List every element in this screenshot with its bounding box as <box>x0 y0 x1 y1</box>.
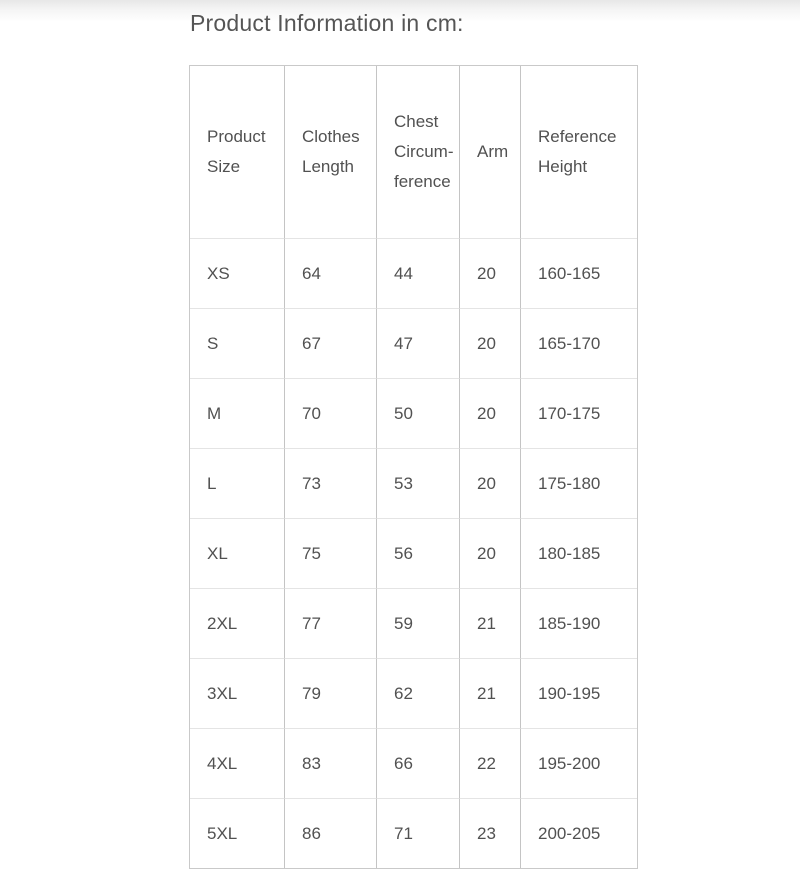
cell-arm: 20 <box>459 378 520 448</box>
page-title: Product Information in cm: <box>190 10 464 36</box>
cell-height: 185-190 <box>520 588 637 658</box>
cell-arm: 20 <box>459 308 520 378</box>
cell-chest: 50 <box>376 378 459 448</box>
cell-chest: 59 <box>376 588 459 658</box>
header-row <box>190 66 637 238</box>
cell-arm: 23 <box>459 798 520 868</box>
cell-height: 165-170 <box>520 308 637 378</box>
cell-size: XL <box>190 518 284 588</box>
table-row-l <box>190 448 637 518</box>
cell-chest: 44 <box>376 238 459 308</box>
cell-length: 73 <box>284 448 376 518</box>
header-chest-circumference: Chest Circum-ference <box>376 66 459 238</box>
cell-height: 160-165 <box>520 238 637 308</box>
cell-length: 77 <box>284 588 376 658</box>
cell-length: 70 <box>284 378 376 448</box>
header-reference-height: Reference Height <box>520 66 637 238</box>
header-product-size: Product Size <box>207 127 266 176</box>
table-row-s <box>190 308 637 378</box>
size-chart-table <box>189 65 638 869</box>
cell-arm: 21 <box>459 658 520 728</box>
cell-size: 2XL <box>190 588 284 658</box>
table-header <box>190 66 637 238</box>
cell-chest: 56 <box>376 518 459 588</box>
cell-height: 180-185 <box>520 518 637 588</box>
cell-chest: 62 <box>376 658 459 728</box>
table-row-2xl <box>190 588 637 658</box>
cell-arm: 21 <box>459 588 520 658</box>
cell-arm: 20 <box>459 448 520 518</box>
cell-height: 200-205 <box>520 798 637 868</box>
cell-length: 83 <box>284 728 376 798</box>
cell-chest: 53 <box>376 448 459 518</box>
cell-chest: 71 <box>376 798 459 868</box>
table-row-xl <box>190 518 637 588</box>
cell-height: 190-195 <box>520 658 637 728</box>
table-row-m <box>190 378 637 448</box>
cell-size: 5XL <box>190 798 284 868</box>
cell-arm: 22 <box>459 728 520 798</box>
cell-length: 64 <box>284 238 376 308</box>
cell-arm: 20 <box>459 238 520 308</box>
table-row-3xl <box>190 658 637 728</box>
table-body <box>190 238 637 868</box>
cell-arm: 20 <box>459 518 520 588</box>
cell-chest: 47 <box>376 308 459 378</box>
cell-length: 86 <box>284 798 376 868</box>
cell-length: 79 <box>284 658 376 728</box>
table-row-5xl <box>190 798 637 868</box>
cell-height: 170-175 <box>520 378 637 448</box>
header-arm: Arm <box>459 66 520 238</box>
cell-size: 3XL <box>190 658 284 728</box>
cell-height: 175-180 <box>520 448 637 518</box>
cell-length: 75 <box>284 518 376 588</box>
table-row-xs <box>190 238 637 308</box>
cell-chest: 66 <box>376 728 459 798</box>
cell-size: XS <box>190 238 284 308</box>
cell-size: L <box>190 448 284 518</box>
cell-length: 67 <box>284 308 376 378</box>
header-clothes-length: Clothes Length <box>284 66 376 238</box>
cell-size: 4XL <box>190 728 284 798</box>
cell-height: 195-200 <box>520 728 637 798</box>
cell-size: M <box>190 378 284 448</box>
cell-size: S <box>190 308 284 378</box>
table-row-4xl <box>190 728 637 798</box>
